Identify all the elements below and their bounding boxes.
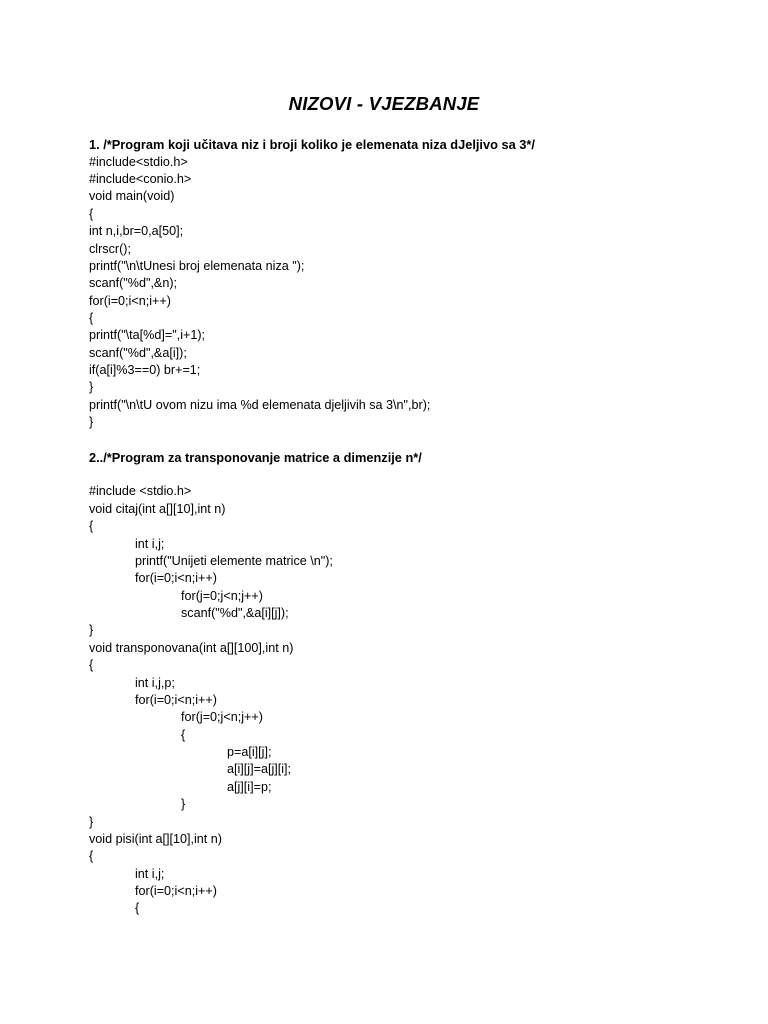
code-line: a[i][j]=a[j][i];: [227, 762, 292, 776]
code-line: scanf("%d",&a[i][j]);: [181, 606, 289, 620]
code-line: for(j=0;j<n;j++): [181, 710, 263, 724]
code-line: scanf("%d",&n);: [89, 276, 178, 290]
code-line: {: [89, 207, 94, 221]
code-line: if(a[i]%3==0) br+=1;: [89, 363, 201, 377]
code-line: void transponovana(int a[][100],int n): [89, 641, 294, 655]
code-line: {: [181, 728, 186, 742]
code-line: }: [89, 815, 94, 829]
code-line: int i,j;: [135, 537, 165, 551]
code-line: {: [135, 901, 140, 915]
code-line: }: [89, 380, 94, 394]
code-line: for(i=0;i<n;i++): [135, 884, 217, 898]
code-line: {: [89, 849, 94, 863]
code-line: {: [89, 311, 94, 325]
code-line: printf("\ta[%d]=",i+1);: [89, 328, 206, 342]
code-line: printf("\n\tU ovom nizu ima %d elemenata djeljivih sa 3\n",br);: [89, 398, 431, 412]
code-line: printf("\n\tUnesi broj elemenata niza ");: [89, 259, 305, 273]
code-line: }: [89, 623, 94, 637]
code-line: }: [181, 797, 186, 811]
code-line: #include<stdio.h>: [89, 155, 188, 169]
section-1-heading: 1. /*Program koji učitava niz i broji koliko je elemenata niza dJeljivo sa 3*/: [89, 137, 535, 152]
code-line: void citaj(int a[][10],int n): [89, 502, 226, 516]
document-title: NIZOVI - VJEZBANJE: [288, 93, 480, 114]
section-2-heading: 2../*Program za transponovanje matrice a dimenzije n*/: [89, 450, 422, 465]
code-line: int i,j,p;: [135, 676, 175, 690]
code-line: #include<conio.h>: [89, 172, 192, 186]
code-line: a[j][i]=p;: [227, 780, 272, 794]
code-line: void pisi(int a[][10],int n): [89, 832, 222, 846]
code-line: int i,j;: [135, 867, 165, 881]
code-line: {: [89, 519, 94, 533]
code-line: p=a[i][j];: [227, 745, 272, 759]
code-line: #include <stdio.h>: [89, 484, 192, 498]
code-line: printf("Unijeti elemente matrice \n");: [135, 554, 333, 568]
code-line: for(i=0;i<n;i++): [135, 693, 217, 707]
code-line: scanf("%d",&a[i]);: [89, 346, 187, 360]
code-line: for(i=0;i<n;i++): [89, 294, 171, 308]
code-line: void main(void): [89, 189, 175, 203]
code-line: }: [89, 415, 94, 429]
code-line: {: [89, 658, 94, 672]
code-line: clrscr();: [89, 242, 131, 256]
code-line: int n,i,br=0,a[50];: [89, 224, 184, 238]
code-line: for(j=0;j<n;j++): [181, 589, 263, 603]
code-line: for(i=0;i<n;i++): [135, 571, 217, 585]
